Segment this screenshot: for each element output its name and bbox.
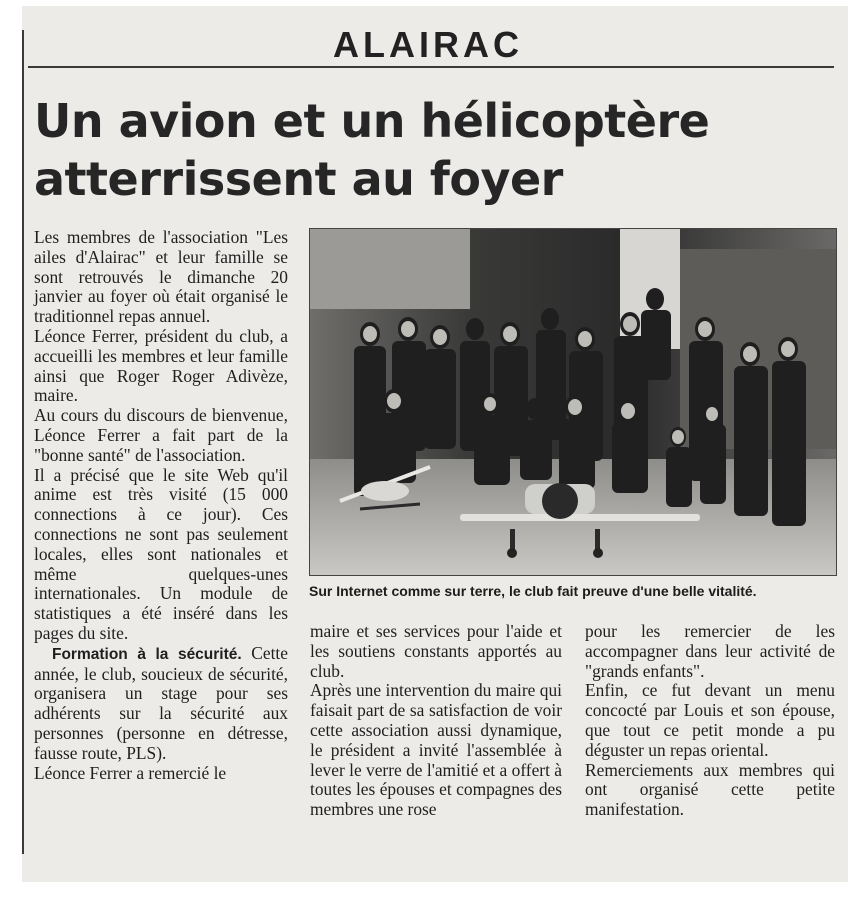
- paragraph: Les membres de l'association "Les ailes d'Alairac" et leur famille se sont retrouvés le dimanche 20 janvier au foyer où était organisé le traditionnel repas annuel.: [34, 227, 288, 327]
- paragraph: maire et ses services pour l'aide et les soutiens constants apportés au club.: [310, 621, 562, 681]
- left-column-rule: [22, 30, 24, 854]
- paragraph-text: Cette année, le club, soucieux de sécurité, organisera un stage pour ses adhérents sur la sécurité aux personnes (personne en détresse, fausse route, PLS).: [34, 642, 288, 763]
- paragraph: Au cours du discours de bienvenue, Léonce Ferrer a fait part de la "bonne santé" de l'association.: [34, 405, 288, 465]
- article-column-2: [310, 622, 562, 820]
- paragraph: Enfin, ce fut devant un menu concocté par Louis et son épouse, que tout ce petit monde a pu déguster un repas oriental.: [585, 680, 835, 760]
- subhead-lead: Formation à la sécurité.: [52, 645, 242, 663]
- photo-illustration: [310, 229, 836, 575]
- headline-line-1: Un avion et un hélicoptère: [34, 94, 710, 148]
- article-column-3: [585, 622, 835, 820]
- paragraph: Remerciements aux membres qui ont organisé cette petite manifestation.: [585, 759, 835, 820]
- paragraph: Léonce Ferrer, président du club, a accueilli les membres et leur famille ainsi que Roger Roger Adivèze, maire.: [34, 325, 288, 406]
- article-column-1: [34, 228, 288, 783]
- paragraph: Après une intervention du maire qui faisait part de sa satisfaction de voir cette association aussi dynamique, le président a invité l'assemblée à lever le verre de l'amitié et a offert à toutes les épouses et compagnes des membres une rose: [310, 680, 562, 820]
- headline-line-2: atterrissent au foyer: [34, 152, 563, 206]
- paragraph: Léonce Ferrer a remercié le: [34, 762, 227, 783]
- paragraph: Il a précisé que le site Web qu'il anime est très visité (15 000 connections à ce jour). Ces connections ne sont pas seulement locales, elles sont nationales et même quelques-unes internationales. Un module de statistiques a été inséré dans les pages du site.: [34, 464, 288, 643]
- headline: [34, 92, 834, 208]
- photo-caption: Sur Internet comme sur terre, le club fait preuve d'une belle vitalité.: [309, 583, 757, 599]
- paragraph: [34, 644, 288, 764]
- paragraph: pour les remercier de les accompagner dans leur activité de "grands enfants".: [585, 621, 835, 681]
- section-rule: [28, 66, 834, 68]
- group-photo: [309, 228, 837, 576]
- section-title: ALAIRAC: [333, 24, 523, 65]
